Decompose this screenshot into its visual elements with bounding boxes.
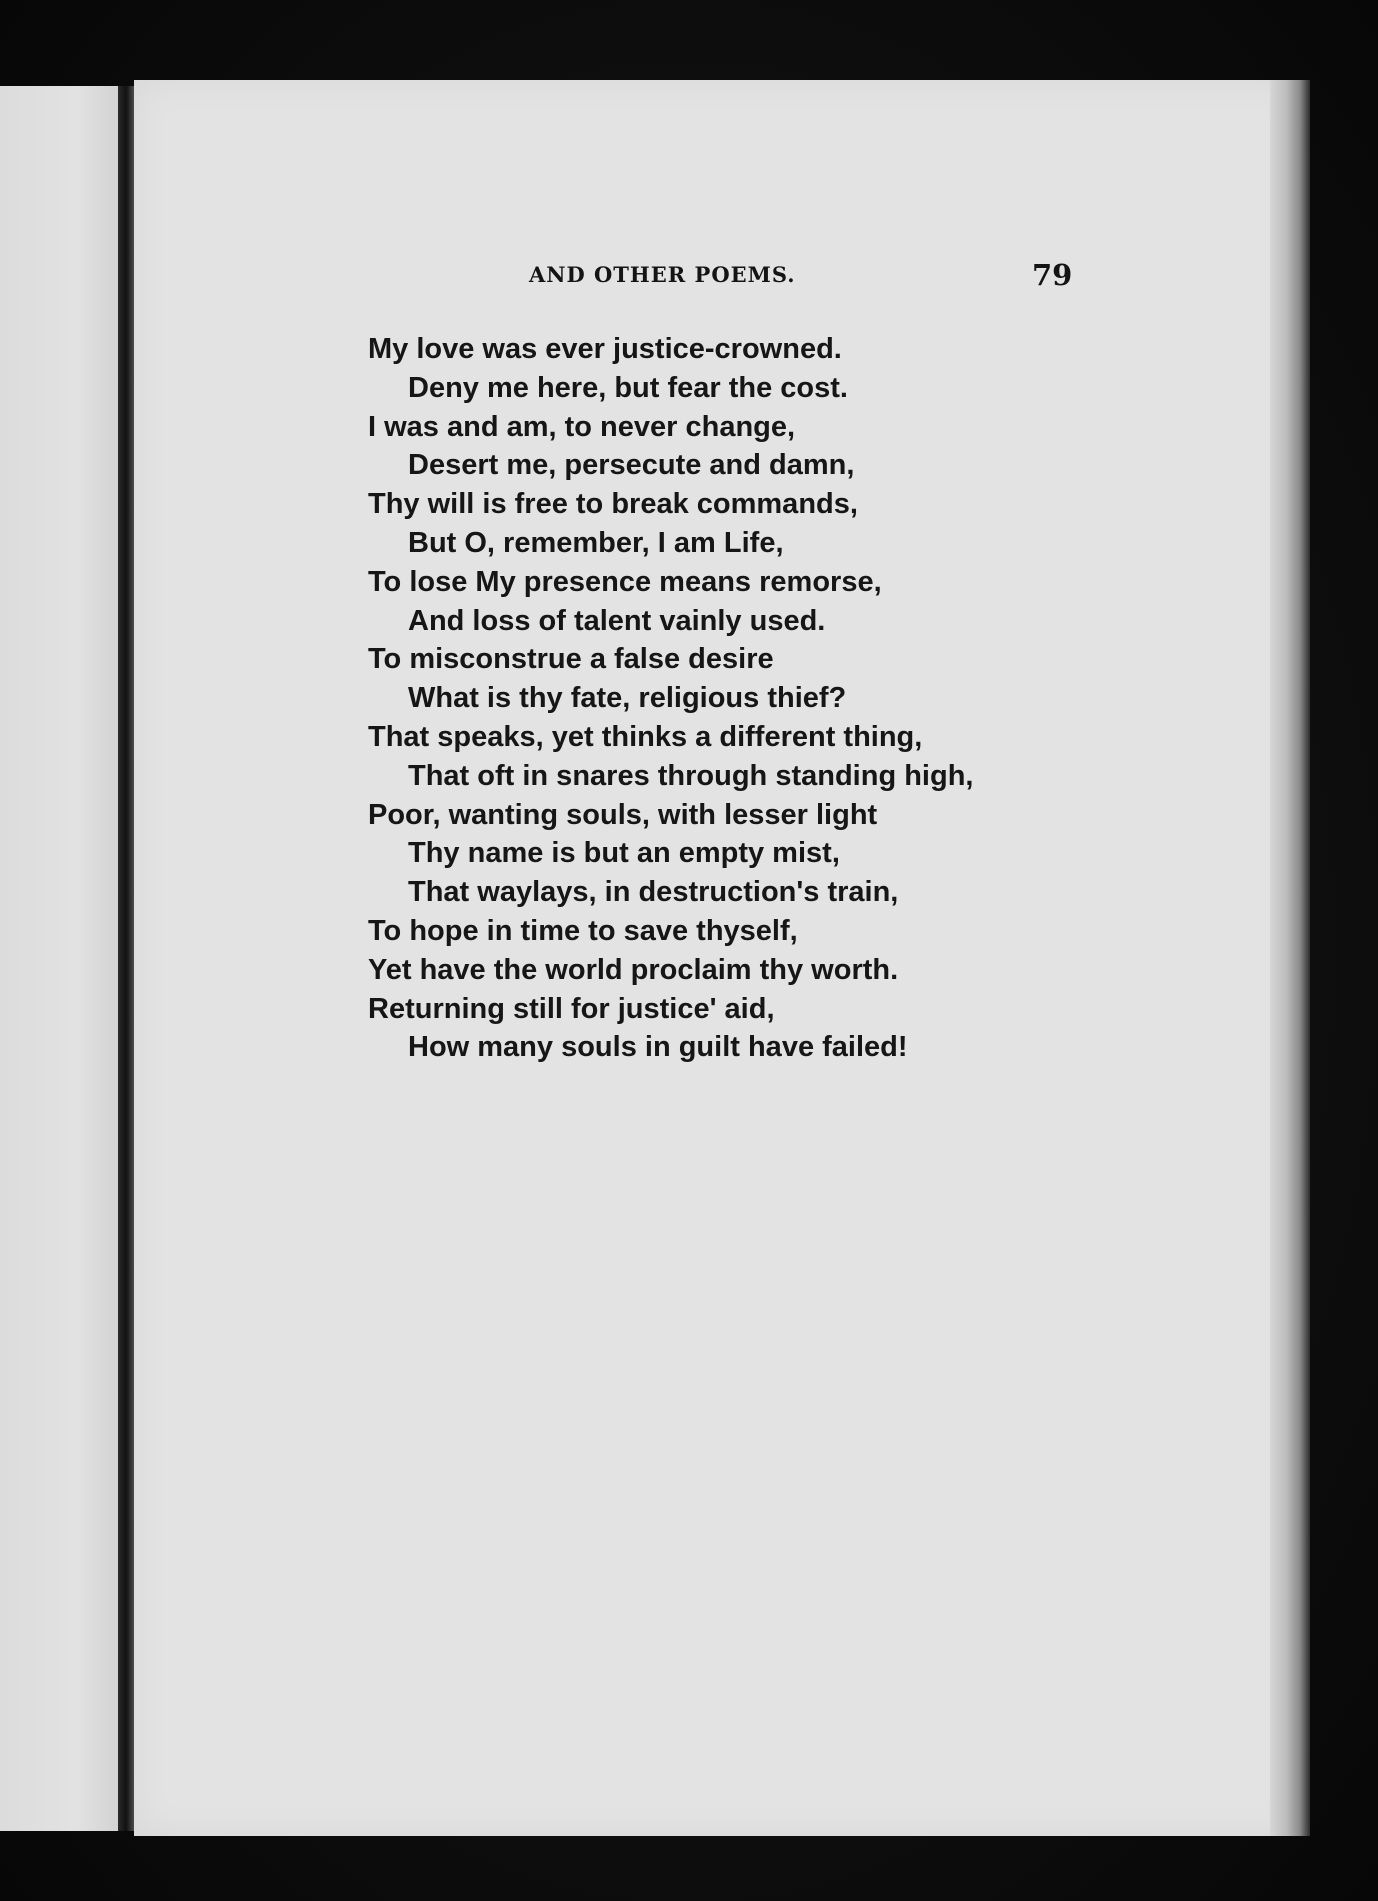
poem-text — [368, 330, 1068, 1067]
running-head — [134, 258, 1300, 302]
poem-line: That oft in snares through standing high, — [408, 759, 974, 792]
poem-line: That waylays, in destruction's train, — [408, 876, 899, 909]
poem-line: Thy name is but an empty mist, — [408, 837, 840, 870]
facing-page-edge — [0, 86, 128, 1831]
poem-line: What is thy fate, religious thief? — [408, 682, 847, 715]
poem-line: How many souls in guilt have failed! — [408, 1031, 908, 1064]
poem-line: That speaks, yet thinks a different thing, — [368, 720, 923, 753]
poem-line: My love was ever justice-crowned. — [368, 333, 842, 365]
poem-line: I was and am, to never change, — [368, 410, 796, 443]
poem-line: To misconstrue a false desire — [368, 643, 774, 676]
poem-line: Desert me, persecute and damn, — [408, 449, 855, 482]
poem-line: Deny me here, but fear the cost. — [408, 371, 848, 404]
poem-line: And loss of talent vainly used. — [408, 604, 826, 637]
page-edge-shadow — [1270, 80, 1310, 1836]
poem-line: Returning still for justice' aid, — [368, 992, 775, 1025]
running-title: AND OTHER POEMS. — [529, 262, 796, 287]
poem-line: Thy will is free to break commands, — [368, 488, 858, 521]
poem-line: To hope in time to save thyself, — [368, 914, 798, 947]
poem-line: To lose My presence means remorse, — [368, 565, 882, 598]
poem-line: But O, remember, I am Life, — [408, 526, 784, 559]
poem-line: Yet have the world proclaim thy worth. — [368, 953, 899, 986]
poem-line: Poor, wanting souls, with lesser light — [368, 798, 878, 831]
page-number: 79 — [1032, 258, 1073, 292]
